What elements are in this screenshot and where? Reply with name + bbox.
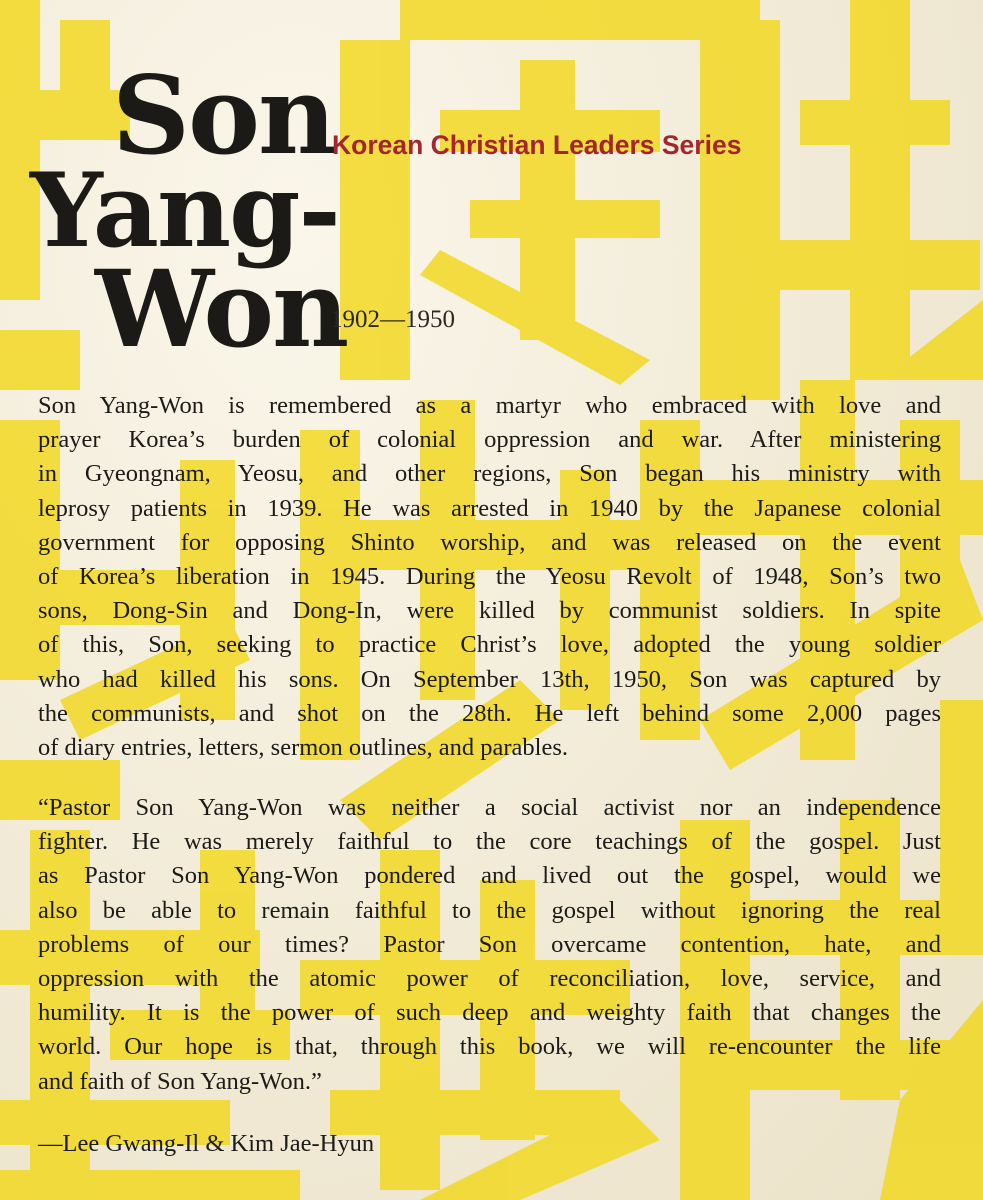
quote-line: also be able to remain faithful to the gospel without ignoring the real [38,896,941,924]
quote-line: humility. It is the power of such deep and weighty faith that changes the [38,999,941,1027]
biography-line: who had killed his sons. On September 13th, 1950, Son was captured by [38,665,941,693]
series-name: Korean Christian Leaders Series [332,130,742,160]
quote-attribution: —Lee Gwang-Il & Kim Jae-Hyun [38,1130,375,1157]
quote-line: problems of our times? Pastor Son overcame contention, hate, and [38,930,941,958]
quote-line: “Pastor Son Yang-Won was neither a social activist nor an independence [38,794,941,821]
biography-line: prayer Korea’s burden of colonial oppression and war. After ministering [38,426,941,454]
biography-line: the communists, and shot on the 28th. He left behind some 2,000 pages [38,699,941,727]
quote-line: oppression with the atomic power of reconciliation, love, service, and [38,965,941,993]
biography-line: sons, Dong-Sin and Dong-In, were killed by communist soldiers. In spite [38,597,941,625]
quote-line: fighter. He was merely faithful to the core teachings of the gospel. Just [38,828,941,856]
biography-paragraph [38,389,941,765]
biography-line: Son Yang-Won is remembered as a martyr who embraced with love and [38,392,941,419]
biography-line: of Korea’s liberation in 1945. During the Yeosu Revolt of 1948, Son’s two [38,563,941,591]
title-line-won: Won [95,246,348,371]
quote-line: and faith of Son Yang-Won.” [38,1067,322,1095]
biography-line: leprosy patients in 1939. He was arrested in 1940 by the Japanese colonial [38,494,941,522]
quote-line: as Pastor Son Yang-Won pondered and lived out the gospel, would we [38,862,941,890]
biography-line: of this, Son, seeking to practice Christ’s love, adopted the young soldier [38,631,941,659]
biography-line: in Gyeongnam, Yeosu, and other regions, Son began his ministry with [38,460,941,488]
quote-paragraph [38,791,941,1099]
title-line-yang: Yang- [30,151,339,271]
title-line-son: Son [112,53,335,179]
quote-line: world. Our hope is that, through this book, we will re-encounter the life [38,1033,941,1061]
biography-line: of diary entries, letters, sermon outlines, and parables. [38,734,568,762]
biography-line: government for opposing Shinto worship, and was released on the event [38,528,941,556]
life-years: 1902—1950 [330,306,455,333]
